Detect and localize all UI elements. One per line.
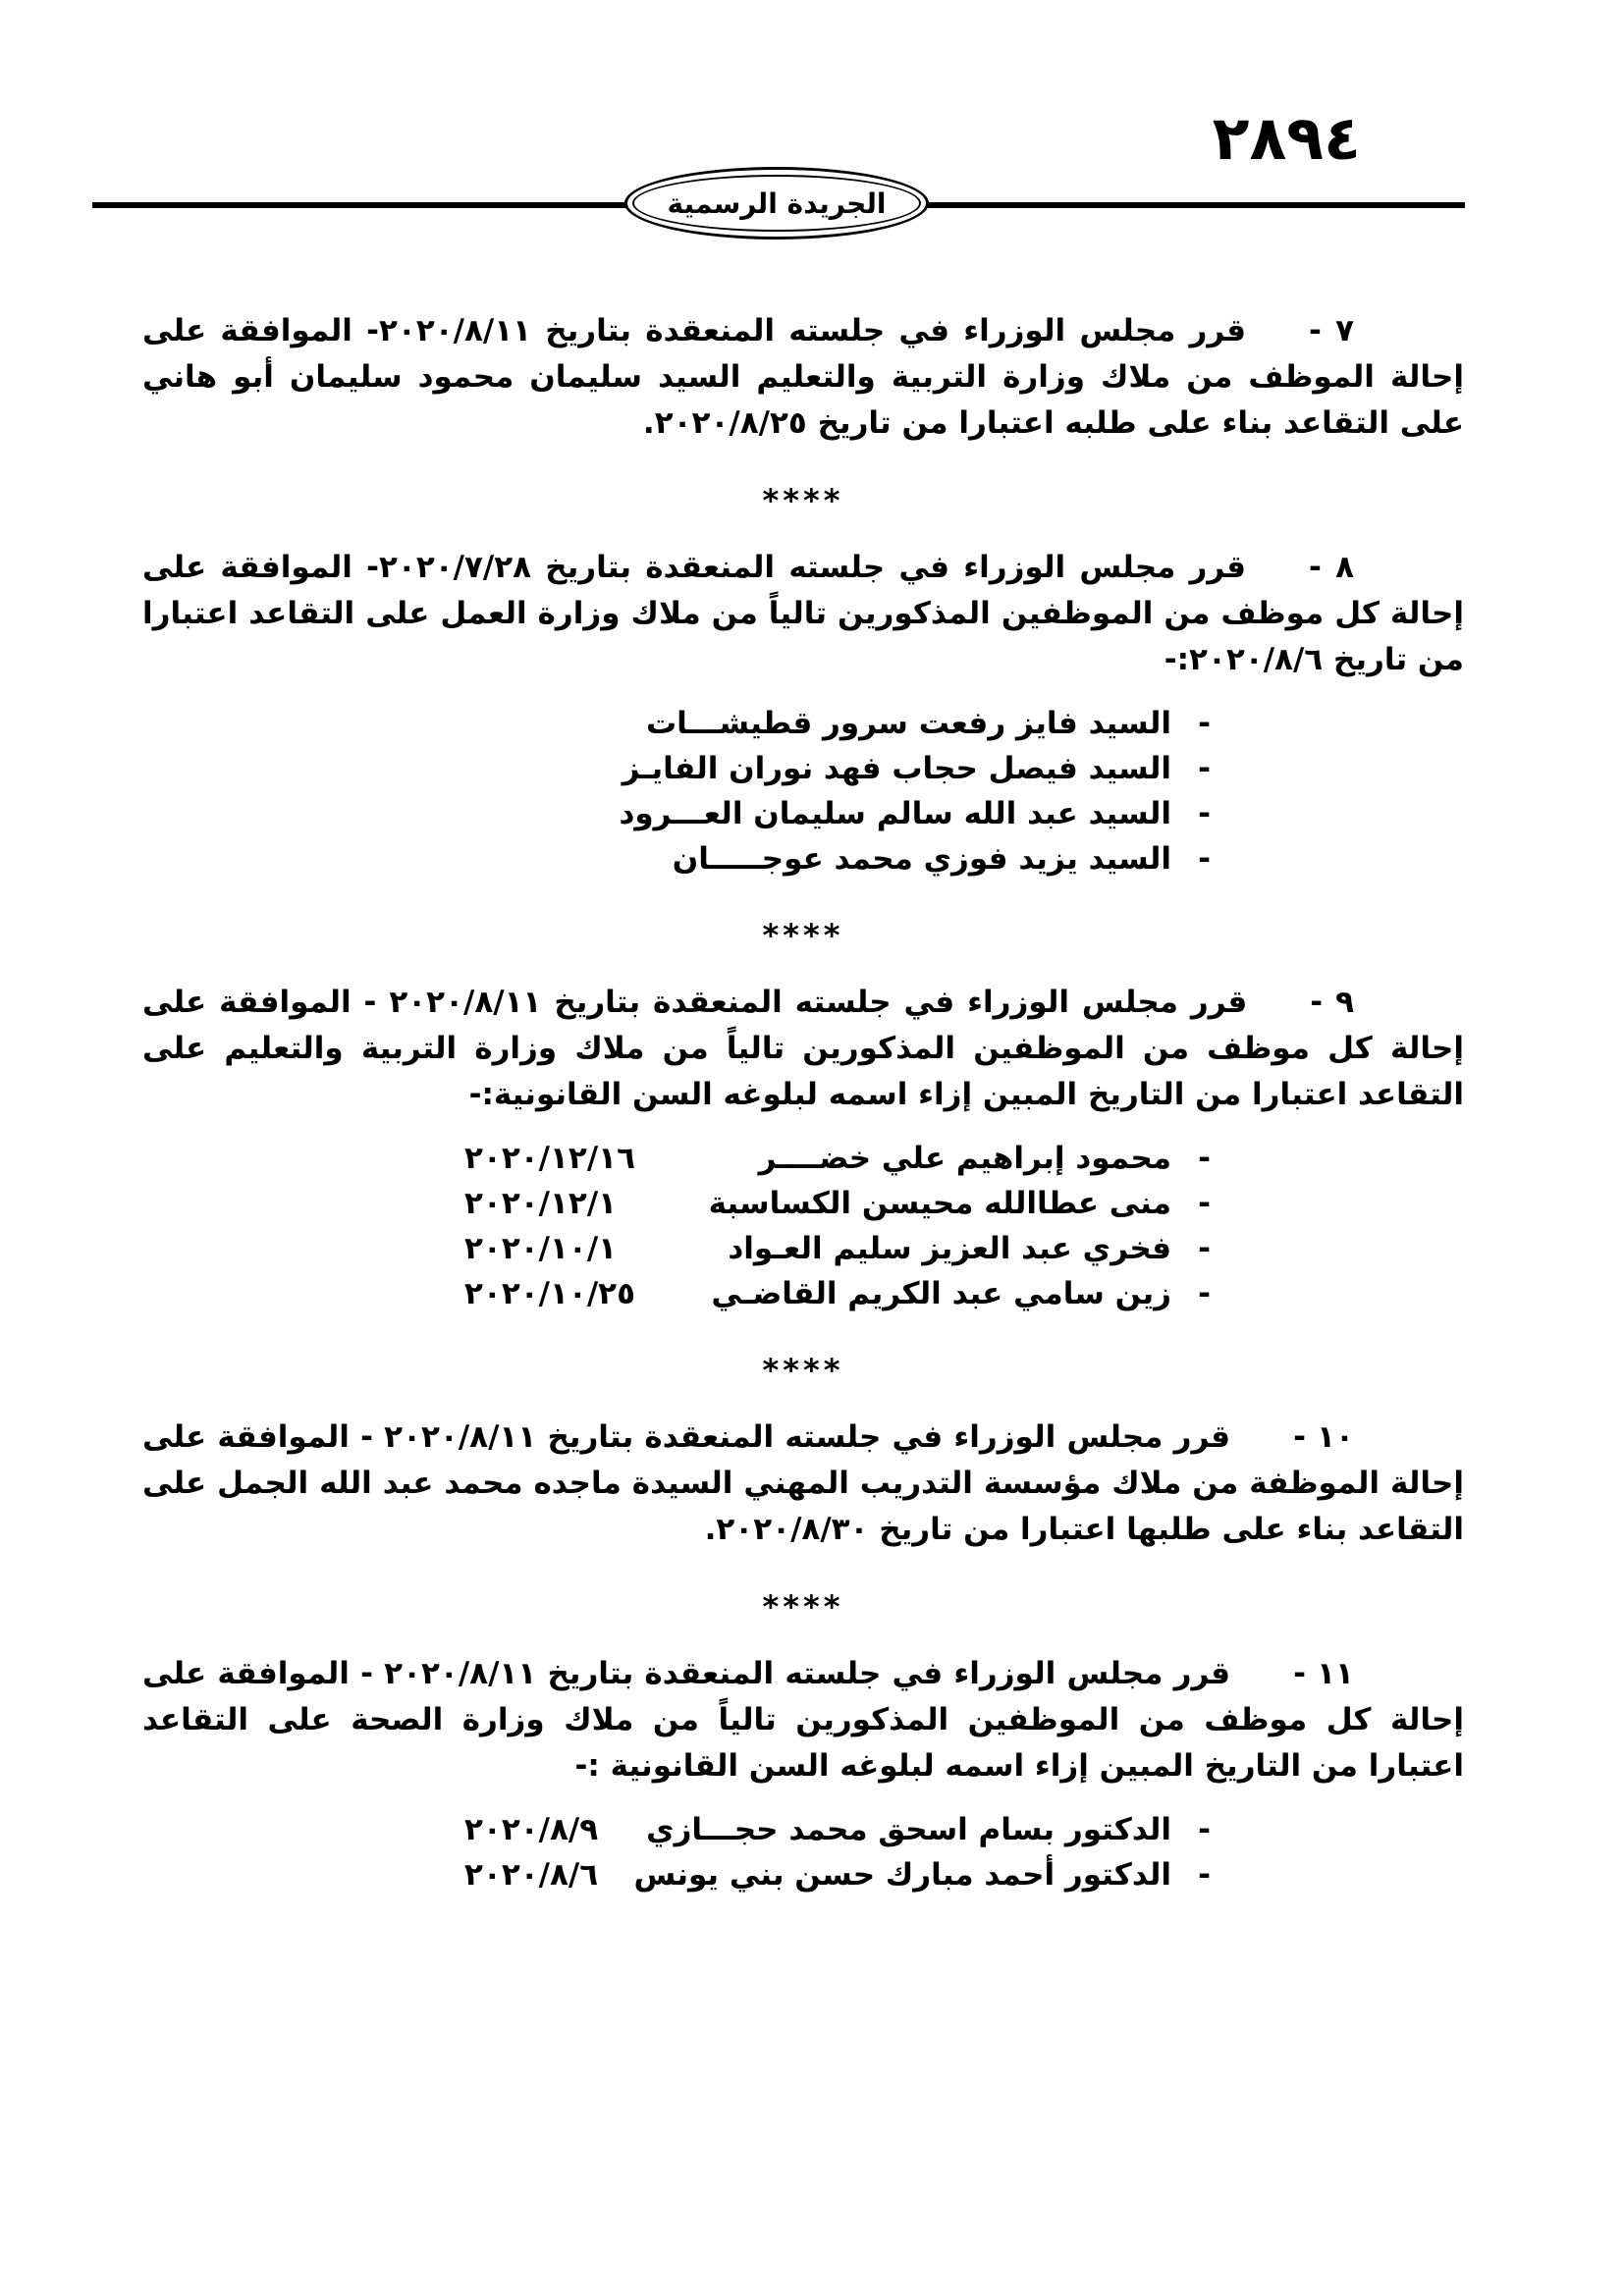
retiree-list xyxy=(142,701,1464,881)
gazette-title-badge xyxy=(624,167,929,240)
section-separator: **** xyxy=(762,482,844,519)
gazette-title-frame xyxy=(632,175,921,232)
entry-dash: - xyxy=(1198,796,1211,831)
retiree-row xyxy=(142,701,1211,746)
retiree-name: فخري عبد العزيز سليم العـواد xyxy=(728,1231,1171,1266)
section-separator: **** xyxy=(762,1588,844,1626)
section-separator: **** xyxy=(762,917,844,954)
retiree-name: محمود إبراهيم علي خضــــر xyxy=(758,1141,1171,1176)
entry-dash: - xyxy=(1198,1141,1211,1176)
retiree-row xyxy=(142,1136,1211,1181)
retiree-name: السيد عبد الله سالم سليمان العـــرود xyxy=(619,796,1171,831)
retiree-name: السيد فايز رفعت سرور قطيشـــات xyxy=(645,706,1171,741)
decree-text: قرر مجلس الوزراء في جلسته المنعقدة بتاريخ ٢٠٢٠/٨/١١ - الموافقة على إحالة كل موظف من الموظفين المذكورين تالياً من ملاك وزارة الصحة على التقاعد اعتبارا من التاريخ المبين إزاء اسمه لبلوغه السن القانونية :- xyxy=(142,1656,1464,1784)
decree-item xyxy=(142,545,1464,881)
retiree-name: السيد فيصل حجاب فهد نوران الفايـز xyxy=(622,751,1171,786)
entry-dash: - xyxy=(1198,1276,1211,1311)
retirement-date: ٢٠٢٠/٨/٩ xyxy=(464,1812,599,1847)
retirement-date: ٢٠٢٠/١٠/١ xyxy=(464,1231,618,1266)
entry-dash: - xyxy=(1198,1186,1211,1221)
decree-item xyxy=(142,1651,1464,1897)
entry-dash: - xyxy=(1198,1231,1211,1266)
gazette-title: الجريدة الرسمية xyxy=(667,187,887,220)
retiree-name: زين سامي عبد الكريم القاضـي xyxy=(711,1276,1171,1311)
page-header xyxy=(0,0,1624,287)
retirement-date: ٢٠٢٠/١٠/٢٥ xyxy=(464,1276,636,1311)
retiree-name: السيد يزيد فوزي محمد عوجـــــان xyxy=(672,841,1171,877)
item-number: ٧ - xyxy=(1309,313,1354,348)
decree-text: قرر مجلس الوزراء في جلسته المنعقدة بتاريخ ٢٠٢٠/٨/١١ - الموافقة على إحالة كل موظف من الموظفين المذكورين تالياً من ملاك وزارة التربية والتعليم على التقاعد اعتبارا من التاريخ المبين إزاء اسمه لبلوغه السن القانونية:- xyxy=(142,985,1464,1112)
retiree-row xyxy=(142,746,1211,791)
item-number: ١٠ - xyxy=(1293,1419,1354,1455)
decree-item xyxy=(142,980,1464,1316)
decree-paragraph xyxy=(142,1415,1464,1553)
decree-text: قرر مجلس الوزراء في جلسته المنعقدة بتاريخ ٢٠٢٠/٧/٢٨- الموافقة على إحالة كل موظف من الموظفين المذكورين تالياً من ملاك وزارة العمل على التقاعد اعتبارا من تاريخ ٢٠٢٠/٨/٦:- xyxy=(142,550,1464,677)
entry-dash: - xyxy=(1198,1812,1211,1847)
decree-paragraph xyxy=(142,545,1464,683)
decree-item xyxy=(142,1415,1464,1553)
decree-paragraph xyxy=(142,1651,1464,1789)
retiree-name: منى عطاالله محيسن الكساسبة xyxy=(708,1186,1171,1221)
decree-paragraph xyxy=(142,980,1464,1118)
retirement-date: ٢٠٢٠/١٢/١٦ xyxy=(464,1141,636,1176)
section-separator: **** xyxy=(762,1352,844,1389)
entry-dash: - xyxy=(1198,751,1211,786)
item-number: ٨ - xyxy=(1309,550,1354,585)
retirement-date: ٢٠٢٠/٨/٦ xyxy=(464,1857,599,1893)
decree-item xyxy=(142,308,1464,447)
retirement-date: ٢٠٢٠/١٢/١ xyxy=(464,1186,618,1221)
retiree-row xyxy=(142,1271,1211,1316)
retiree-row xyxy=(142,1226,1211,1271)
item-number: ١١ - xyxy=(1293,1656,1354,1691)
decree-text: قرر مجلس الوزراء في جلسته المنعقدة بتاريخ ٢٠٢٠/٨/١١ - الموافقة على إحالة الموظفة من ملاك مؤسسة التدريب المهني السيدة ماجده محمد عبد الله الجمل على التقاعد بناء على طلبها اعتبارا من تاريخ ٢٠٢٠/٨/٣٠. xyxy=(142,1419,1464,1547)
retiree-row xyxy=(142,1852,1211,1897)
retiree-list xyxy=(142,1136,1464,1316)
retiree-name: الدكتور بسام اسحق محمد حجـــازي xyxy=(646,1812,1171,1847)
retiree-list xyxy=(142,1807,1464,1897)
page-number: ٢٨٩٤ xyxy=(1212,102,1361,174)
entry-dash: - xyxy=(1198,841,1211,877)
decree-text: قرر مجلس الوزراء في جلسته المنعقدة بتاريخ ٢٠٢٠/٨/١١- الموافقة على إحالة الموظف من ملاك وزارة التربية والتعليم السيد سليمان محمود سليمان أبو هاني على التقاعد بناء على طلبه اعتبارا من تاريخ ٢٠٢٠/٨/٢٥. xyxy=(142,313,1464,441)
decree-paragraph xyxy=(142,308,1464,447)
retiree-name: الدكتور أحمد مبارك حسن بني يونس xyxy=(633,1857,1171,1893)
retiree-row xyxy=(142,836,1211,881)
retiree-row xyxy=(142,1181,1211,1226)
retiree-row xyxy=(142,791,1211,836)
retiree-row xyxy=(142,1807,1211,1852)
entry-dash: - xyxy=(1198,1857,1211,1893)
decrees-list xyxy=(0,287,1624,1897)
item-number: ٩ - xyxy=(1310,985,1354,1020)
entry-dash: - xyxy=(1198,706,1211,741)
